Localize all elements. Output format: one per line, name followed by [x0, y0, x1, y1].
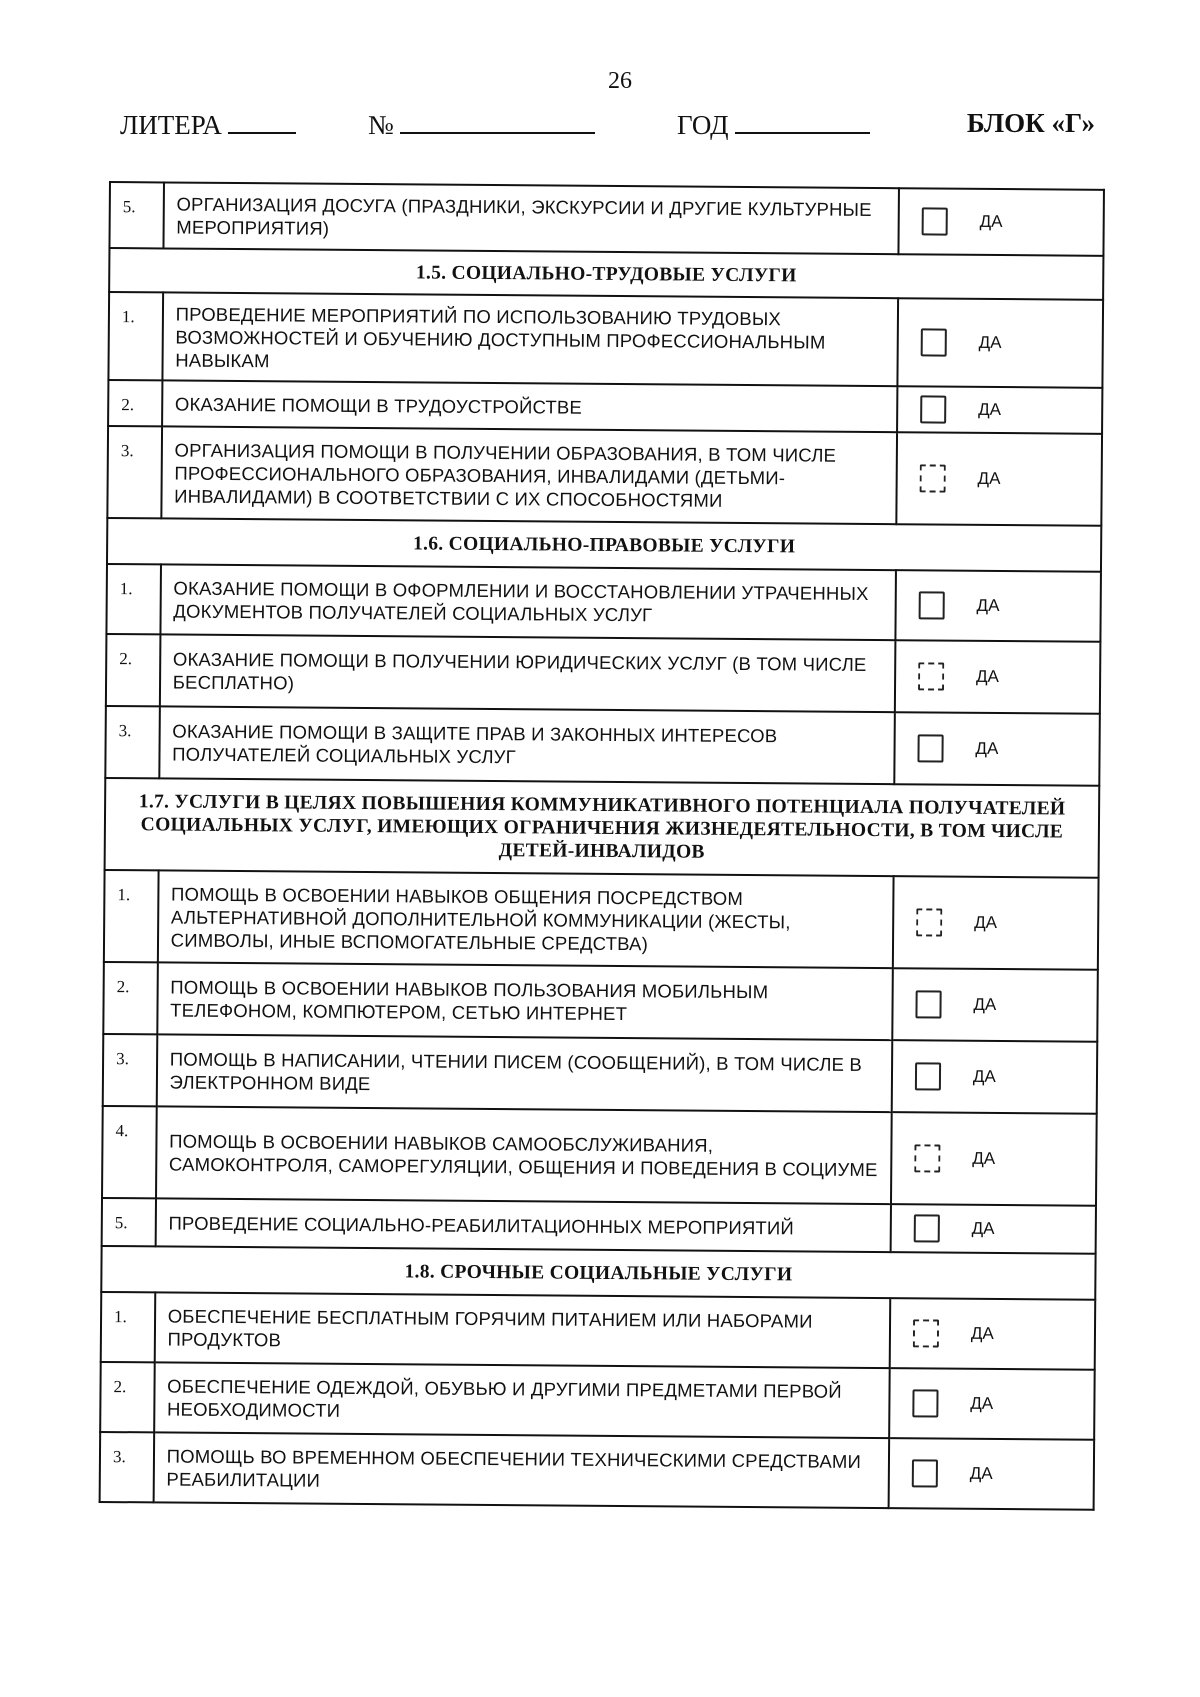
answer-group — [897, 464, 1100, 494]
table-row — [102, 1106, 1097, 1206]
answer-cell — [898, 188, 1104, 256]
checkbox[interactable] — [918, 591, 944, 619]
page-number: 26 — [608, 68, 632, 94]
number-field — [368, 108, 595, 141]
answer-label: ДА — [978, 399, 1002, 420]
checkbox[interactable] — [912, 1459, 938, 1487]
checkbox[interactable] — [915, 1062, 941, 1090]
service-description: ОРГАНИЗАЦИЯ ДОСУГА (ПРАЗДНИКИ, ЭКСКУРСИИ И ДРУГИЕ КУЛЬТУРНЫЕ МЕРОПРИЯТИЯ) — [163, 182, 899, 254]
answer-label: ДА — [969, 1463, 993, 1483]
section-header-row — [101, 1246, 1095, 1300]
answer-group — [890, 1389, 1093, 1419]
table-row — [106, 634, 1101, 714]
service-description: ПРОВЕДЕНИЕ МЕРОПРИЯТИЙ ПО ИСПОЛЬЗОВАНИЮ ТРУДОВЫХ ВОЗМОЖНОСТЕЙ И ОБУЧЕНИЮ ДОСТУПНЫМ ПРОФЕССИОНАЛЬНЫМ НАВЫКАМ — [162, 292, 898, 386]
answer-cell — [890, 1298, 1096, 1370]
answer-cell — [893, 876, 1099, 970]
item-number: 3. — [100, 1432, 154, 1502]
service-description: ПРОВЕДЕНИЕ СОЦИАЛЬНО-РЕАБИЛИТАЦИОННЫХ МЕРОПРИЯТИЙ — [155, 1198, 891, 1252]
answer-cell — [891, 1204, 1096, 1254]
answer-cell — [897, 386, 1102, 434]
table-row — [102, 1198, 1096, 1254]
answer-group — [896, 662, 1099, 692]
number-label: № — [368, 110, 394, 140]
service-description: ОКАЗАНИЕ ПОМОЩИ В ПОЛУЧЕНИИ ЮРИДИЧЕСКИХ УСЛУГ (В ТОМ ЧИСЛЕ БЕСПЛАТНО) — [160, 634, 896, 712]
answer-cell — [892, 1040, 1098, 1114]
table-row — [106, 564, 1101, 642]
service-description: ПОМОЩЬ В ОСВОЕНИИ НАВЫКОВ ОБЩЕНИЯ ПОСРЕДСТВОМ АЛЬТЕРНАТИВНОЙ ДОПОЛНИТЕЛЬНОЙ КОММУНИКАЦИИ (ЖЕСТЫ, СИМВОЛЫ, ИНЫЕ ВСПОМОГАТЕЛЬНЫЕ СРЕДСТВА) — [158, 870, 894, 968]
services-table-body — [100, 182, 1104, 1510]
item-number: 1. — [104, 870, 158, 962]
year-blank[interactable] — [735, 108, 870, 134]
answer-group — [900, 207, 1103, 237]
section-title: 1.7. УСЛУГИ В ЦЕЛЯХ ПОВЫШЕНИЯ КОММУНИКАТИВНОГО ПОТЕНЦИАЛА ПОЛУЧАТЕЛЕЙ СОЦИАЛЬНЫХ УСЛУГ, ИМЕЮЩИХ ОГРАНИЧЕНИЯ ЖИЗНЕДЕЯТЕЛЬНОСТИ, В ТОМ ЧИСЛЕ ДЕТЕЙ-ИНВАЛИДОВ — [105, 778, 1100, 878]
section-header-row — [105, 778, 1100, 878]
answer-group — [891, 1319, 1094, 1349]
answer-group — [898, 395, 1101, 425]
answer-group — [893, 1062, 1096, 1092]
answer-label: ДА — [971, 1218, 995, 1238]
answer-cell — [897, 298, 1103, 388]
checkbox[interactable] — [914, 1214, 940, 1242]
item-number: 3. — [103, 1034, 157, 1106]
answer-label: ДА — [979, 211, 1003, 232]
number-blank[interactable] — [400, 108, 595, 134]
checkbox[interactable] — [912, 1389, 938, 1417]
section-title: 1.5. СОЦИАЛЬНО-ТРУДОВЫЕ УСЛУГИ — [109, 248, 1103, 300]
item-number: 3. — [107, 426, 161, 518]
table-row — [103, 962, 1098, 1042]
answer-cell — [894, 712, 1100, 786]
item-number: 5. — [102, 1198, 156, 1246]
answer-group — [892, 1214, 1095, 1244]
litera-field — [120, 108, 296, 141]
checkbox[interactable] — [919, 464, 945, 492]
answer-cell — [889, 1438, 1095, 1510]
checkbox[interactable] — [913, 1319, 939, 1347]
checkbox[interactable] — [922, 207, 948, 235]
answer-label: ДА — [970, 1393, 994, 1413]
checkbox[interactable] — [916, 908, 942, 936]
answer-label: ДА — [975, 738, 999, 759]
answer-label: ДА — [972, 1066, 996, 1086]
item-number: 3. — [105, 706, 159, 778]
item-number: 1. — [106, 564, 160, 634]
table-row — [103, 1034, 1098, 1114]
item-number: 4. — [102, 1106, 156, 1198]
year-label: ГОД — [677, 110, 729, 140]
year-field — [677, 108, 870, 141]
answer-group — [890, 1459, 1093, 1489]
answer-cell — [896, 432, 1102, 526]
service-description: ОКАЗАНИЕ ПОМОЩИ В ТРУДОУСТРОЙСТВЕ — [162, 380, 898, 432]
item-number: 1. — [101, 1292, 155, 1362]
litera-blank[interactable] — [228, 108, 296, 134]
service-description: ПОМОЩЬ В НАПИСАНИИ, ЧТЕНИИ ПИСЕМ (СООБЩЕНИЙ), В ТОМ ЧИСЛЕ В ЭЛЕКТРОННОМ ВИДЕ — [156, 1034, 892, 1112]
item-number: 1. — [108, 292, 162, 380]
item-number: 2. — [103, 962, 157, 1034]
table-row — [100, 1362, 1095, 1440]
table-row — [105, 706, 1100, 786]
item-number: 2. — [106, 634, 160, 706]
answer-group — [892, 1144, 1095, 1174]
item-number: 2. — [100, 1362, 154, 1432]
table-row — [109, 182, 1103, 256]
table-row — [104, 870, 1099, 970]
section-header-row — [109, 248, 1103, 300]
answer-cell — [895, 640, 1101, 714]
answer-cell — [892, 968, 1098, 1042]
answer-label: ДА — [977, 468, 1001, 489]
answer-group — [895, 734, 1098, 764]
table-row — [100, 1432, 1095, 1510]
section-title: 1.8. СРОЧНЫЕ СОЦИАЛЬНЫЕ УСЛУГИ — [101, 1246, 1095, 1300]
litera-label: ЛИТЕРА — [120, 110, 222, 140]
answer-label: ДА — [976, 595, 1000, 616]
service-description: ОБЕСПЕЧЕНИЕ ОДЕЖДОЙ, ОБУВЬЮ И ДРУГИМИ ПРЕДМЕТАМИ ПЕРВОЙ НЕОБХОДИМОСТИ — [154, 1362, 890, 1438]
checkbox[interactable] — [917, 734, 943, 762]
checkbox[interactable] — [918, 662, 944, 690]
answer-label: ДА — [972, 1148, 996, 1168]
service-description: ПОМОЩЬ ВО ВРЕМЕННОМ ОБЕСПЕЧЕНИИ ТЕХНИЧЕСКИМИ СРЕДСТВАМИ РЕАБИЛИТАЦИИ — [153, 1432, 889, 1508]
service-description: ОКАЗАНИЕ ПОМОЩИ В ОФОРМЛЕНИИ И ВОССТАНОВЛЕНИИ УТРАЧЕННЫХ ДОКУМЕНТОВ ПОЛУЧАТЕЛЕЙ СОЦИАЛЬНЫХ УСЛУГ — [160, 564, 896, 640]
section-title: 1.6. СОЦИАЛЬНО-ПРАВОВЫЕ УСЛУГИ — [107, 518, 1101, 572]
answer-label: ДА — [978, 332, 1002, 353]
section-header-row — [107, 518, 1101, 572]
service-description: ПОМОЩЬ В ОСВОЕНИИ НАВЫКОВ ПОЛЬЗОВАНИЯ МОБИЛЬНЫМ ТЕЛЕФОНОМ, КОМПЮТЕРОМ, СЕТЬЮ ИНТЕРНЕТ — [157, 962, 893, 1040]
answer-cell — [891, 1112, 1097, 1206]
answer-group — [894, 908, 1097, 938]
table-row — [107, 426, 1102, 526]
answer-label: ДА — [973, 994, 997, 1014]
answer-label: ДА — [974, 912, 998, 932]
table-row — [108, 292, 1103, 388]
answer-label: ДА — [975, 666, 999, 687]
answer-group — [899, 328, 1102, 358]
answer-group — [896, 591, 1099, 621]
answer-cell — [895, 570, 1101, 642]
service-description: ОРГАНИЗАЦИЯ ПОМОЩИ В ПОЛУЧЕНИИ ОБРАЗОВАНИЯ, В ТОМ ЧИСЛЕ ПРОФЕССИОНАЛЬНОГО ОБРАЗОВАНИЯ, ИНВАЛИДАМИ (ДЕТЬМИ-ИНВАЛИДАМИ) В СООТВЕТСТВИИ С ИХ СПОСОБНОСТЯМИ — [161, 426, 897, 524]
item-number: 5. — [109, 182, 163, 248]
service-description: ПОМОЩЬ В ОСВОЕНИИ НАВЫКОВ САМООБСЛУЖИВАНИЯ, САМОКОНТРОЛЯ, САМОРЕГУЛЯЦИИ, ОБЩЕНИЯ И ПОВЕДЕНИЯ В СОЦИУМЕ — [156, 1106, 892, 1204]
checkbox[interactable] — [921, 328, 947, 356]
service-description: ОКАЗАНИЕ ПОМОЩИ В ЗАЩИТЕ ПРАВ И ЗАКОННЫХ ИНТЕРЕСОВ ПОЛУЧАТЕЛЕЙ СОЦИАЛЬНЫХ УСЛУГ — [159, 706, 895, 784]
block-label: БЛОК «Г» — [966, 108, 1095, 138]
service-description: ОБЕСПЕЧЕНИЕ БЕСПЛАТНЫМ ГОРЯЧИМ ПИТАНИЕМ ИЛИ НАБОРАМИ ПРОДУКТОВ — [154, 1292, 890, 1368]
checkbox[interactable] — [914, 1144, 940, 1172]
item-number: 2. — [108, 380, 162, 426]
services-table — [99, 181, 1105, 1511]
answer-group — [893, 990, 1096, 1020]
table-row — [101, 1292, 1096, 1370]
form-header — [120, 108, 1095, 148]
checkbox[interactable] — [920, 395, 946, 423]
answer-cell — [889, 1368, 1095, 1440]
answer-label: ДА — [970, 1323, 994, 1343]
checkbox[interactable] — [915, 990, 941, 1018]
table-row — [108, 380, 1102, 434]
